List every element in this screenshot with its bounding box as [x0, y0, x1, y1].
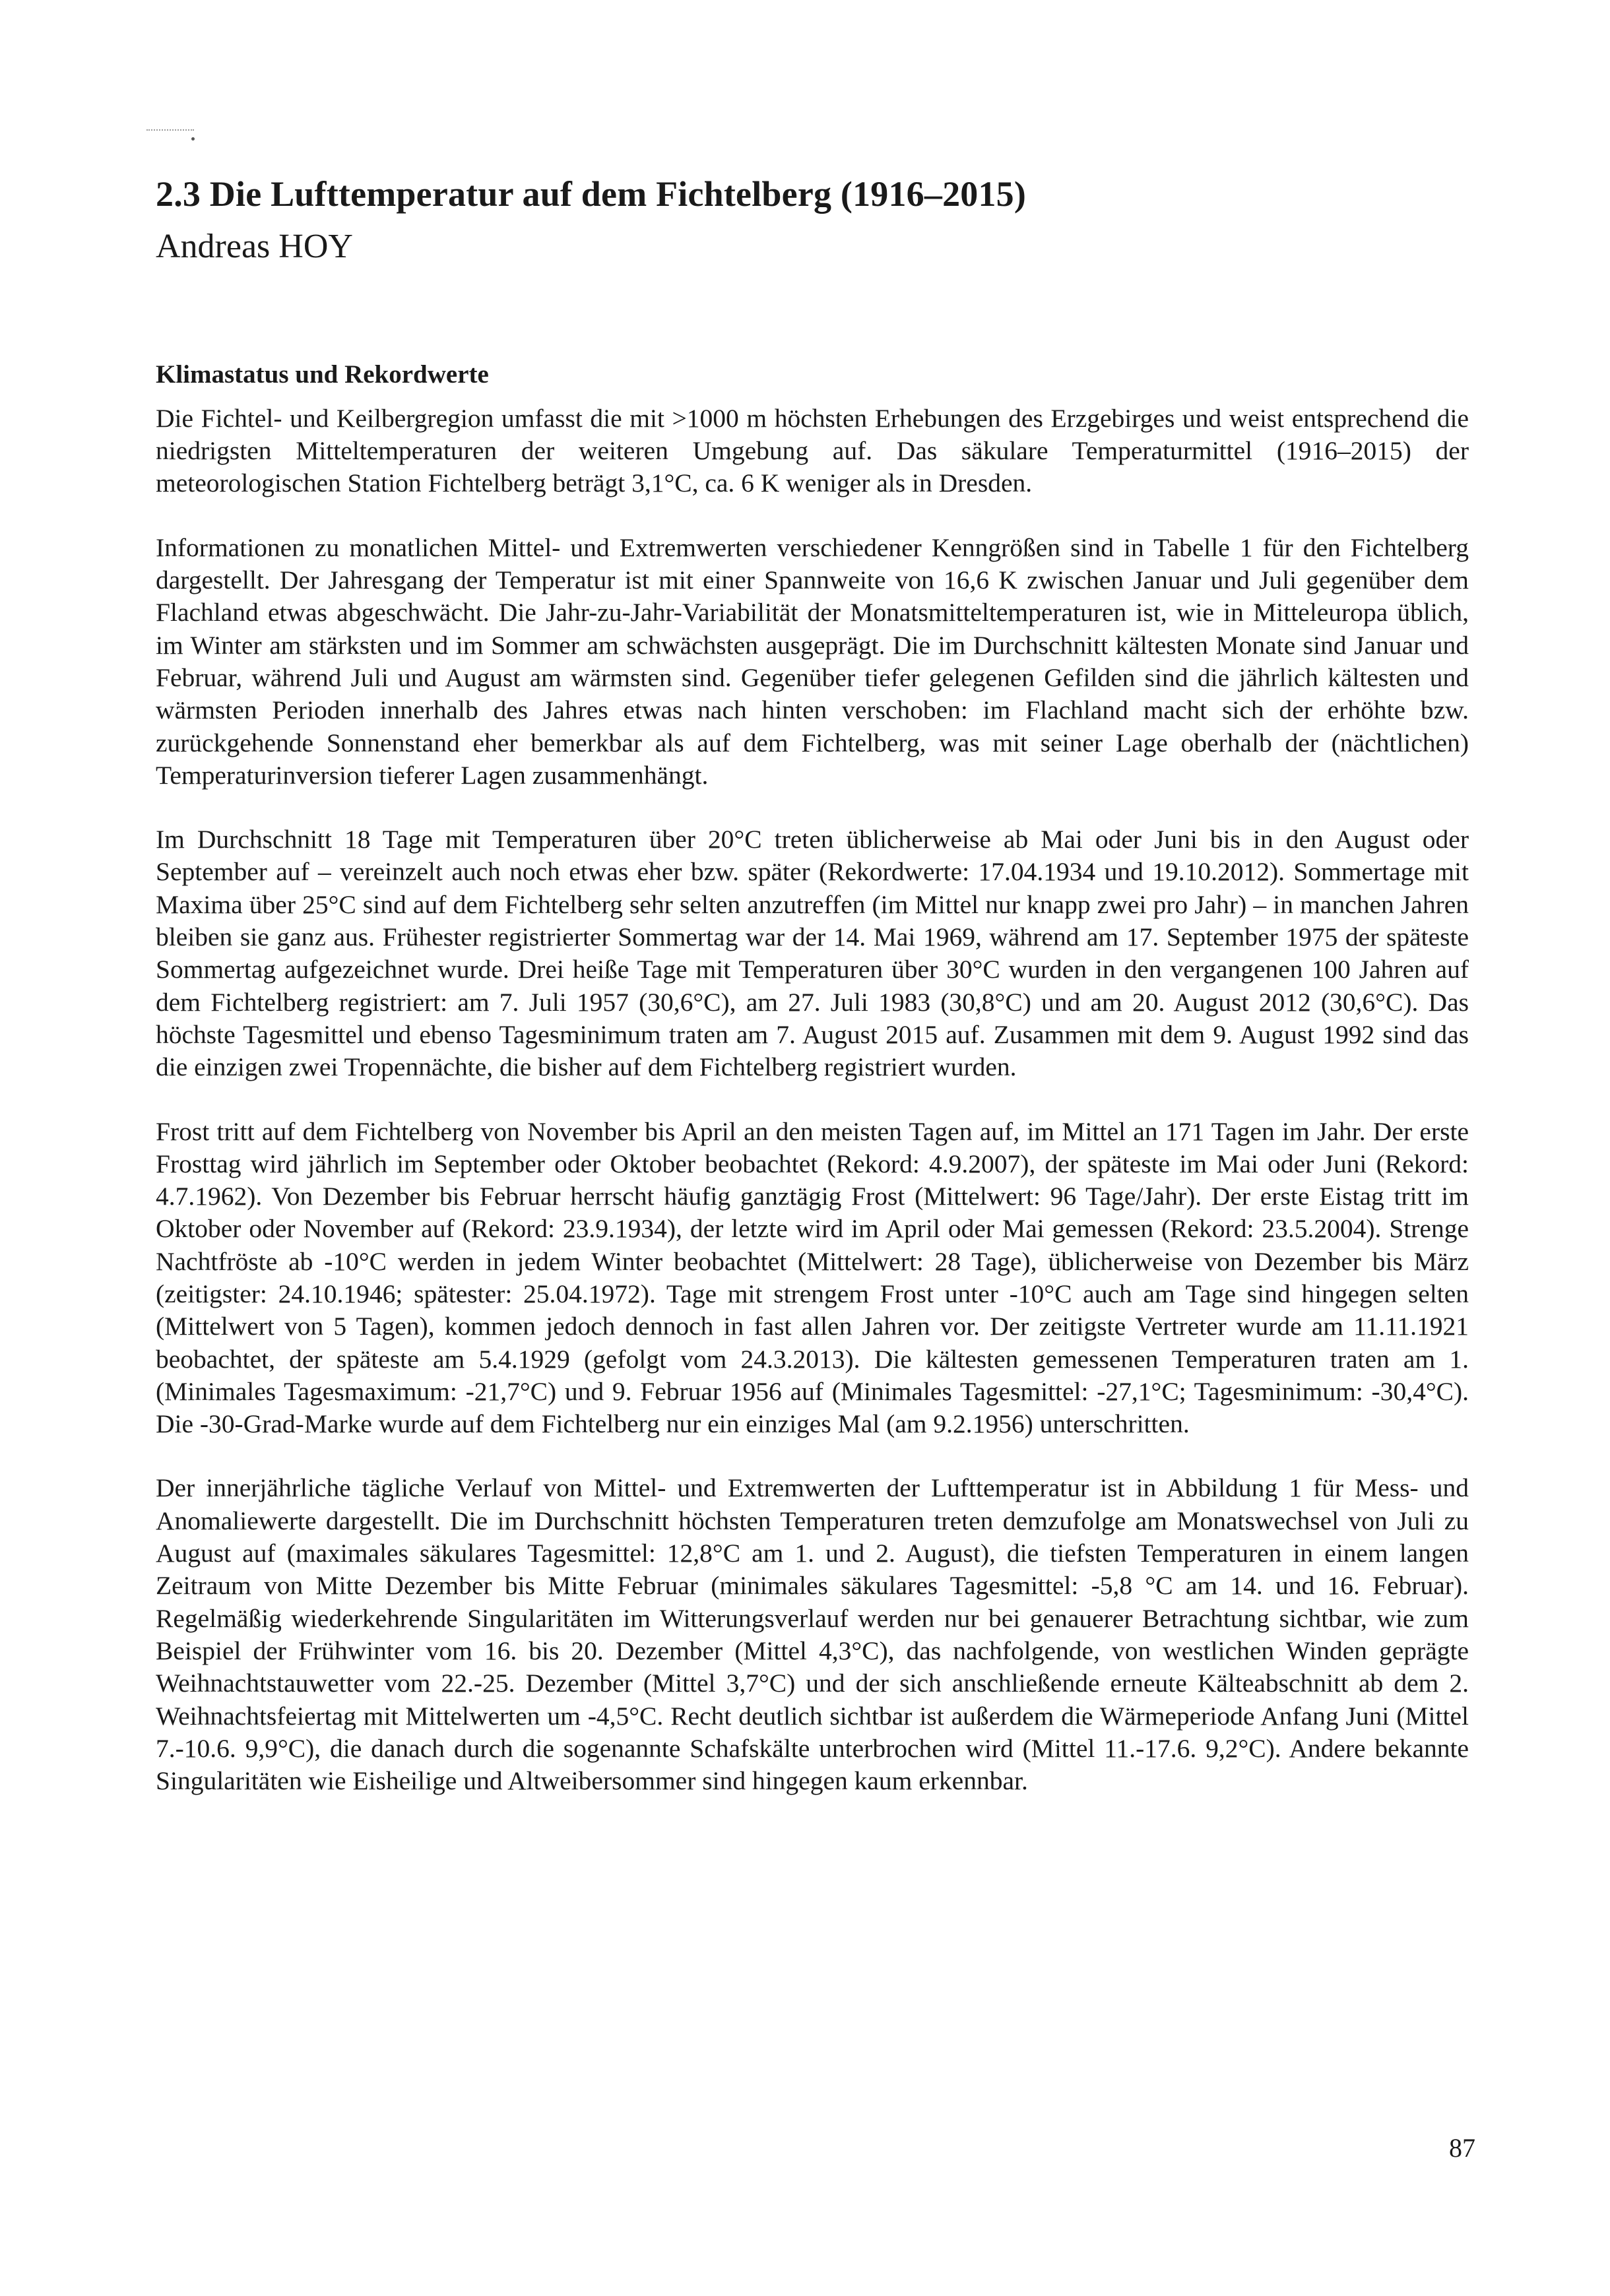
paragraph-4: Frost tritt auf dem Fichtelberg von November bis April an den meisten Tagen auf, im Mittel an 171 Tagen im Jahr. Der erste Frosttag wird jährlich im September oder Oktober beobachtet (Rekord: 4.9.2007), der späteste im Mai oder Juni (Rekord: 4.7.1962). Von Dezember bis Februar herrscht häufig ganztägig Frost (Mittelwert: 96 Tage/Jahr). Der erste Eistag tritt im Oktober oder November auf (Rekord: 23.9.1934), der letzte wird im April oder Mai gemessen (Rekord: 23.5.2004). Strenge Nachtfröste ab -10°C werden in jedem Winter beobachtet (Mittelwert: 28 Tage), üblicherweise von Dezember bis März (zeitigster: 24.10.1946; spätester: 25.04.1972). Tage mit strengem Frost unter -10°C auch am Tage sind hingegen selten (Mittelwert von 5 Tagen), kommen jedoch dennoch in fast allen Jahren vor. Der zeitigste Vertreter wurde am 11.11.1921 beobachtet, der späteste am 5.4.1929 (gefolgt vom 24.3.2013). Die kältesten gemessenen Temperaturen traten am 1. (Minimales Tagesmaximum: -21,7°C) und 9. Februar 1956 auf (Minimales Tagesmittel: -27,1°C; Tagesminimum: -30,4°C). Die -30-Grad-Marke wurde auf dem Fichtelberg nur ein einziges Mal (am 9.2.1956) unterschritten. [156, 1116, 1469, 1439]
author-name: Andreas HOY [156, 227, 353, 265]
page-content [156, 173, 1469, 1797]
subheading-klimastatus: Klimastatus und Rekordwerte [156, 360, 489, 389]
scan-corner-mark [146, 129, 194, 131]
paragraph-3: Im Durchschnitt 18 Tage mit Temperaturen über 20°C treten üblicherweise ab Mai oder Juni bis in den August oder September auf – vereinzelt auch noch etwas eher bzw. später (Rekordwerte: 17.04.1934 und 19.10.2012). Sommertage mit Maxima über 25°C sind auf dem Fichtelberg sehr selten anzutreffen (im Mittel nur knapp zwei pro Jahr) – in manchen Jahren bleiben sie ganz aus. Frühester registrierter Sommertag war der 14. Mai 1969, während am 17. September 1975 der späteste Sommertag aufgezeichnet wurde. Drei heiße Tage mit Temperaturen über 30°C wurden in den vergangenen 100 Jahren auf dem Fichtelberg registriert: am 7. Juli 1957 (30,6°C), am 27. Juli 1983 (30,8°C) und am 20. August 2012 (30,6°C). Das höchste Tagesmittel und ebenso Tagesminimum traten am 7. August 2015 auf. Zusammen mit dem 9. August 1992 sind das die einzigen zwei Tropennächte, die bisher auf dem Fichtelberg registriert wurden. [156, 825, 1469, 1082]
page-number: 87 [1449, 2133, 1475, 2163]
scan-corner-dot [191, 137, 195, 141]
paragraph-1: Die Fichtel- und Keilbergregion umfasst die mit >1000 m höchsten Erhebungen des Erzgebirges und weist entsprechend die niedrigsten Mitteltemperaturen der weiteren Umgebung auf. Das säkulare Temperaturmittel (1916–2015) der meteorologischen Station Fichtelberg beträgt 3,1°C, ca. 6 K weniger als in Dresden. [156, 403, 1469, 498]
paragraph-2: Informationen zu monatlichen Mittel- und Extremwerten verschiedener Kenngrößen sind in Tabelle 1 für den Fichtelberg dargestellt. Der Jahresgang der Temperatur ist mit einer Spannweite von 16,6 K zwischen Januar und Juli gegenüber dem Flachland etwas abgeschwächt. Die Jahr-zu-Jahr-Variabilität der Monatsmitteltemperaturen ist, wie in Mitteleuropa üblich, im Winter am stärksten und im Sommer am schwächsten ausgeprägt. Die im Durchschnitt kältesten Monate sind Januar und Februar, während Juli und August am wärmsten sind. Gegenüber tiefer gelegenen Gefilden sind die jährlich kältesten und wärmsten Perioden innerhalb des Jahres etwas nach hinten verschoben: im Flachland macht sich der erhöhte bzw. zurückgehende Sonnenstand eher bemerkbar als auf dem Fichtelberg, was mit seiner Lage oberhalb der (nächtlichen) Temperaturinversion tieferer Lagen zusammenhängt. [156, 532, 1469, 790]
section-title: 2.3 Die Lufttemperatur auf dem Fichtelberg (1916–2015) [156, 174, 1027, 214]
paragraph-5: Der innerjährliche tägliche Verlauf von Mittel- und Extremwerten der Lufttemperatur ist in Abbildung 1 für Mess- und Anomaliewerte dargestellt. Die im Durchschnitt höchsten Temperaturen treten demzufolge am Monatswechsel von Juli zu August auf (maximales säkulares Tagesmittel: 12,8°C am 1. und 2. August), die tiefsten Temperaturen in einem langen Zeitraum von Mitte Dezember bis Mitte Februar (minimales säkulares Tagesmittel: -5,8 °C am 14. und 16. Februar). Regelmäßig wiederkehrende Singularitäten im Witterungsverlauf werden nur bei genauerer Betrachtung sichtbar, wie zum Beispiel der Frühwinter vom 16. bis 20. Dezember (Mittel 4,3°C), das nachfolgende, von westlichen Winden geprägte Weihnachtstauwetter vom 22.-25. Dezember (Mittel 3,7°C) und der sich anschließende erneute Kälteabschnitt ab dem 2. Weihnachtsfeiertag mit Mittelwerten um -4,5°C. Recht deutlich sichtbar ist außerdem die Wärmeperiode Anfang Juni (Mittel 7.-10.6. 9,9°C), die danach durch die sogenannte Schafskälte unterbrochen wird (Mittel 11.-17.6. 9,2°C). Andere bekannte Singularitäten wie Eisheilige und Altweibersommer sind hingegen kaum erkennbar. [156, 1473, 1469, 1796]
